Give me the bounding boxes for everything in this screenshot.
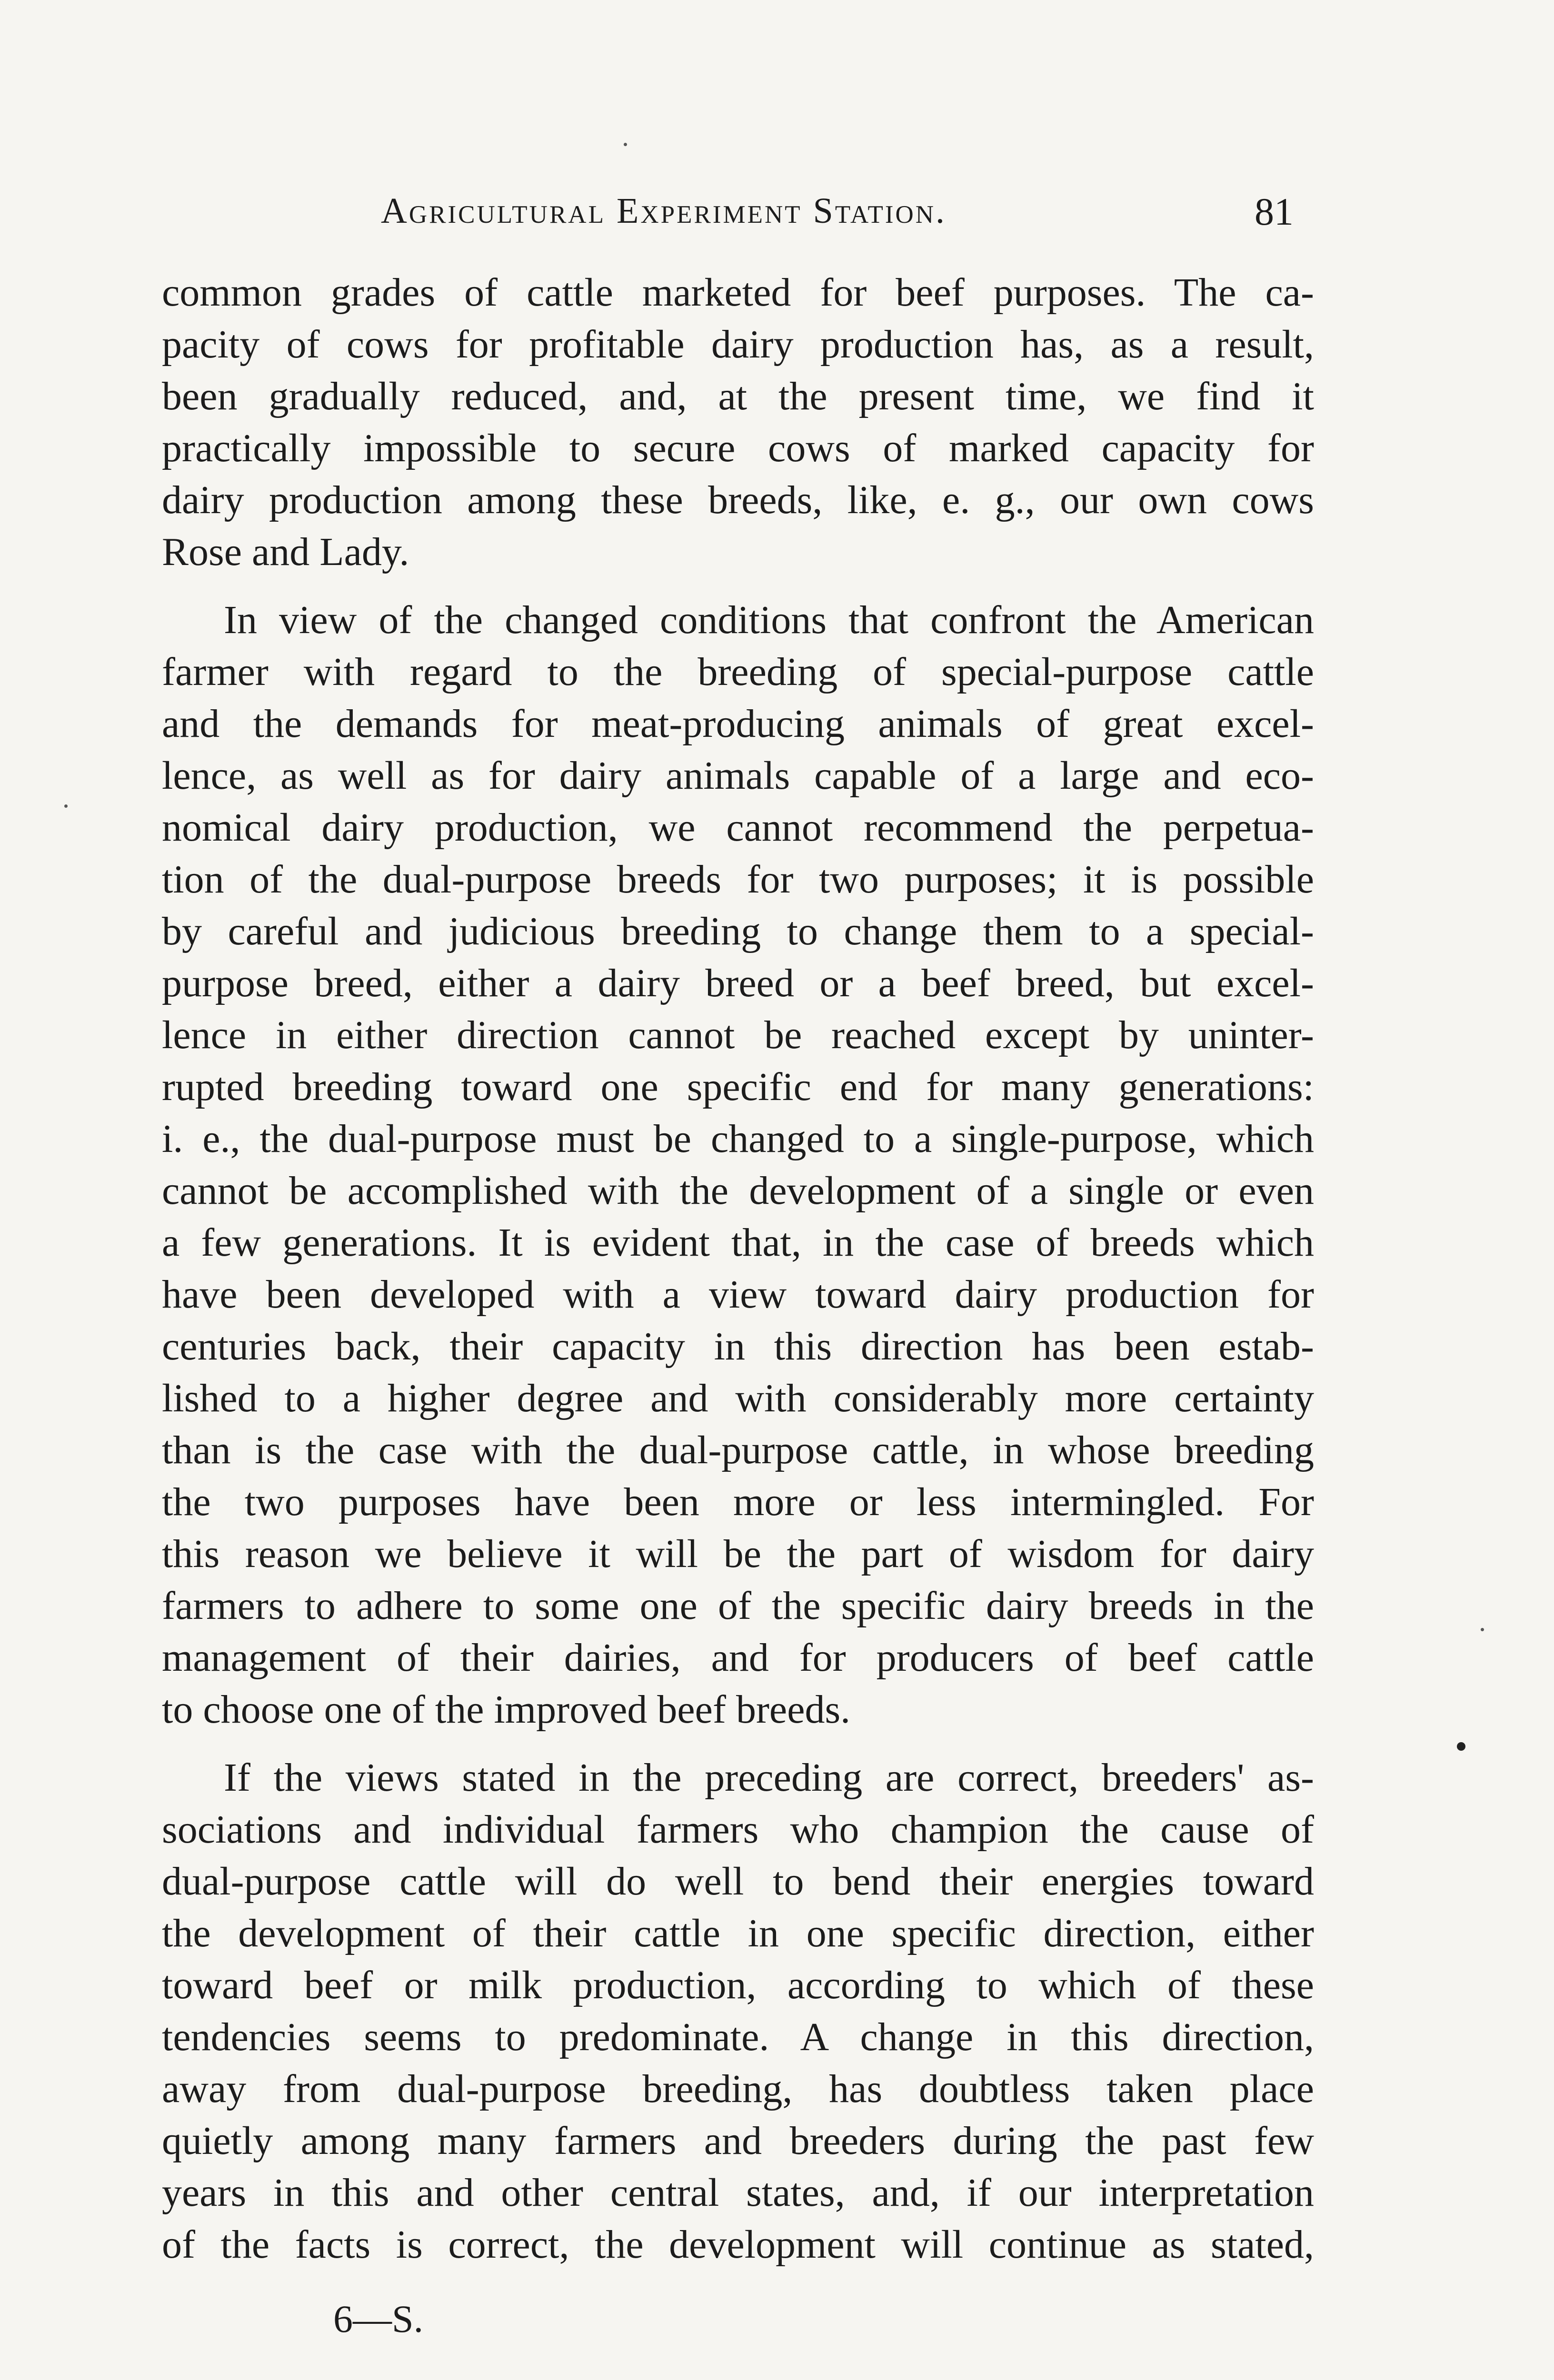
text-line: dual-purpose cattle will do well to bend their energies toward: [162, 1859, 1314, 1904]
text-line: the two purposes have been more or less intermingled. For: [162, 1480, 1314, 1524]
text-line: the development of their cattle in one specific direction, either: [162, 1911, 1314, 1955]
text-line: centuries back, their capacity in this direction has been estab-: [162, 1324, 1314, 1368]
text-line: practically impossible to secure cows of marked capacity for: [162, 426, 1314, 470]
page-number: 81: [1255, 190, 1294, 233]
text-line: pacity of cows for profitable dairy production has, as a result,: [162, 322, 1314, 367]
text-line: i. e., the dual-purpose must be changed to a single-purpose, which: [162, 1117, 1314, 1161]
text-line: away from dual-purpose breeding, has doubtless taken place: [162, 2067, 1314, 2111]
ink-speck: [64, 804, 68, 808]
text-line: management of their dairies, and for producers of beef cattle: [162, 1636, 1314, 1680]
text-line: If the views stated in the preceding are correct, breeders' as-: [224, 1755, 1314, 1800]
text-line: years in this and other central states, and, if our interpretation: [162, 2171, 1314, 2215]
text-line: lence, as well as for dairy animals capable of a large and eco-: [162, 754, 1314, 798]
text-line: Rose and Lady.: [162, 530, 409, 574]
text-line: toward beef or milk production, according to which of these: [162, 1963, 1314, 2007]
text-line: sociations and individual farmers who champion the cause of: [162, 1807, 1314, 1852]
text-line: than is the case with the dual-purpose cattle, in whose breeding: [162, 1428, 1314, 1472]
text-line: this reason we believe it will be the part of wisdom for dairy: [162, 1532, 1314, 1576]
text-line: quietly among many farmers and breeders during the past few: [162, 2119, 1314, 2163]
text-line: farmer with regard to the breeding of special-purpose cattle: [162, 650, 1314, 694]
running-head: Agricultural Experiment Station.: [381, 191, 947, 231]
ink-speck: [1481, 1628, 1484, 1631]
text-line: dairy production among these breeds, like, e. g., our own cows: [162, 478, 1314, 522]
body-text: [162, 267, 1314, 2271]
text-line: tion of the dual-purpose breeds for two purposes; it is possible: [162, 857, 1314, 902]
paragraph-dual-purpose-breeding: [162, 594, 1314, 1735]
text-line: and the demands for meat-producing animals of great excel-: [162, 702, 1314, 746]
text-line: lence in either direction cannot be reached except by uninter-: [162, 1013, 1314, 1057]
text-line: been gradually reduced, and, at the present time, we find it: [162, 374, 1314, 418]
text-line: rupted breeding toward one specific end for many generations:: [162, 1065, 1314, 1109]
text-line: to choose one of the improved beef breeds.: [162, 1687, 851, 1732]
text-line: nomical dairy production, we cannot recommend the perpetua-: [162, 805, 1314, 850]
text-line: a few generations. It is evident that, in the case of breeds which: [162, 1220, 1314, 1265]
text-line: purpose breed, either a dairy breed or a beef breed, but excel-: [162, 961, 1314, 1005]
text-line: tendencies seems to predominate. A change in this direction,: [162, 2015, 1314, 2059]
ink-speck: [624, 143, 627, 146]
text-line: lished to a higher degree and with considerably more certainty: [162, 1376, 1314, 1420]
signature-mark: 6—S.: [333, 2297, 424, 2340]
text-line: farmers to adhere to some one of the specific dairy breeds in the: [162, 1584, 1314, 1628]
text-line: by careful and judicious breeding to change them to a special-: [162, 909, 1314, 953]
text-line: common grades of cattle marketed for beef purposes. The ca-: [162, 270, 1314, 315]
text-line: of the facts is correct, the development will continue as stated,: [162, 2222, 1314, 2267]
paragraph-breeders-associations: [162, 1752, 1314, 2271]
text-line: In view of the changed conditions that confront the American: [224, 598, 1314, 642]
text-line: cannot be accomplished with the development of a single or even: [162, 1169, 1314, 1213]
text-line: have been developed with a view toward dairy production for: [162, 1272, 1314, 1317]
ink-speck: [1457, 1742, 1465, 1751]
paragraph-continuation: [162, 267, 1314, 578]
